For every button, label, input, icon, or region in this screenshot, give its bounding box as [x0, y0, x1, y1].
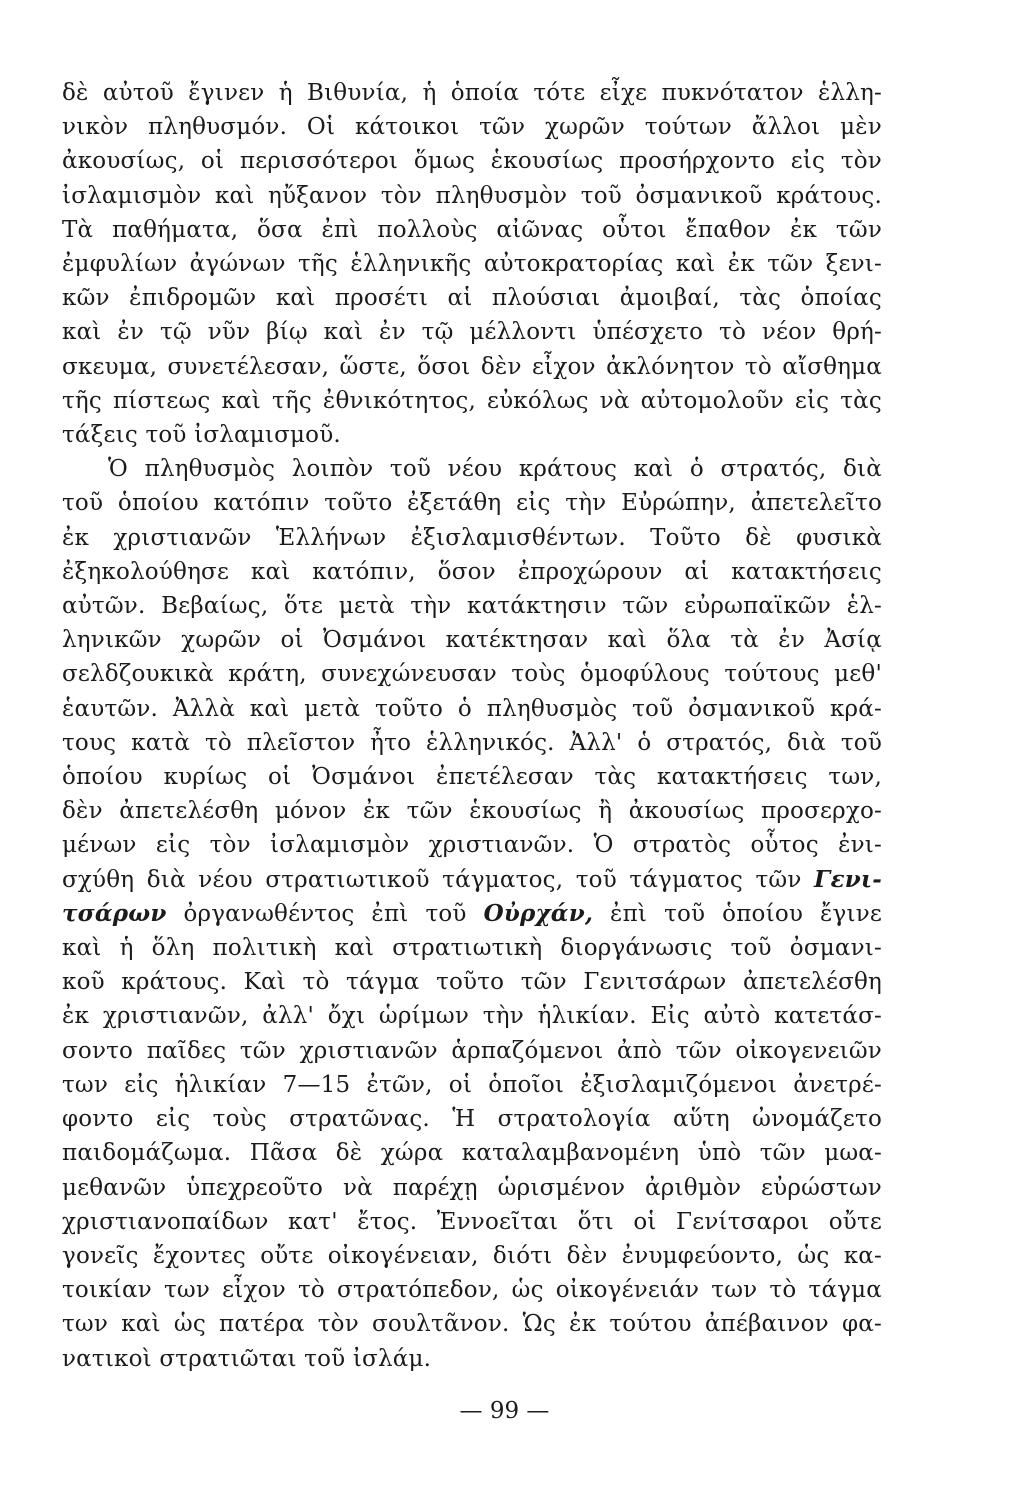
text-line: παιδομάζωμα. Πᾶσα δὲ χώρα καταλαμβανομένη ὑπὸ τῶν μωα-	[62, 1140, 882, 1167]
text-fragment: σχύθη διὰ νέου στρατιωτικοῦ τάγματος, τοῦ τάγματος τῶν	[62, 866, 802, 893]
text-line: μένων εἰς τὸν ἰσλαμισμὸν χριστιανῶν. Ὁ στρατὸς οὗτος ἐνι-	[62, 832, 882, 859]
text-line: δὲν ἀπετελέσθη μόνον ἐκ τῶν ἑκουσίως ἢ ἀκουσίως προσερχο-	[62, 798, 882, 825]
text-line: τοικίαν των εἶχον τὸ στρατόπεδον, ὡς οἰκογένειάν των τὸ τάγμα	[62, 1277, 882, 1304]
text-line-with-emphasis	[62, 863, 882, 897]
text-line: σοντο παῖδες τῶν χριστιανῶν ἁρπαζόμενοι ἀπὸ τῶν οἰκογενειῶν	[62, 1037, 882, 1064]
text-line: τοῦ ὁποίου κατόπιν τοῦτο ἐξετάθη εἰς τὴν Εὐρώπην, ἀπετελεῖτο	[62, 490, 882, 517]
text-line: κοῦ κράτους. Καὶ τὸ τάγμα τοῦτο τῶν Γενιτσάρων ἀπετελέσθη	[62, 969, 882, 996]
text-line: ἐξηκολούθησε καὶ κατόπιν, ὅσον ἐπροχώρουν αἱ κατακτήσεις	[62, 558, 882, 585]
text-line: σκευμα, συνετέλεσαν, ὥστε, ὅσοι δὲν εἶχον ἀκλόνητον τὸ αἴσθημα	[62, 353, 882, 380]
text-line: τάξεις τοῦ ἰσλαμισμοῦ.	[62, 422, 341, 449]
body-text	[62, 76, 882, 1376]
emphasis-genitsaron: τσάρων	[62, 899, 167, 927]
text-line: τους κατὰ τὸ πλεῖστον ἦτο ἑλληνικός. Ἀλλ' ὁ στρατός, διὰ τοῦ	[62, 729, 882, 756]
text-line: καὶ ἐν τῷ νῦν βίῳ καὶ ἐν τῷ μέλλοντι ὑπέσχετο τὸ νέον θρή-	[62, 319, 882, 346]
text-line: των εἰς ἡλικίαν 7—15 ἐτῶν, οἱ ὁποῖοι ἐξισλαμιζόμενοι ἀνετρέ-	[62, 1071, 882, 1098]
text-line: ἑαυτῶν. Ἀλλὰ καὶ μετὰ τοῦτο ὁ πληθυσμὸς τοῦ ὀσμανικοῦ κρά-	[62, 695, 882, 722]
text-line: χριστιανοπαίδων κατ' ἔτος. Ἐννοεῖται ὅτι οἱ Γενίτσαροι οὔτε	[62, 1208, 882, 1235]
text-line: ἀκουσίως, οἱ περισσότεροι ὅμως ἑκουσίως προσήρχοντο εἰς τὸν	[62, 148, 882, 175]
emphasis-orchan: Οὐρχάν,	[483, 899, 594, 927]
text-line: τῆς πίστεως καὶ τῆς ἐθνικότητος, εὐκόλως νὰ αὐτομολοῦν εἰς τὰς	[62, 387, 882, 414]
text-line: ἰσλαμισμὸν καὶ ηὔξανον τὸν πληθυσμὸν τοῦ ὀσμανικοῦ κράτους.	[62, 182, 882, 209]
text-line: μεθανῶν ὑπεχρεοῦτο νὰ παρέχῃ ὡρισμένον ἀριθμὸν εὐρώστων	[62, 1174, 882, 1201]
text-line: φοντο εἰς τοὺς στρατῶνας. Ἡ στρατολογία αὕτη ὠνομάζετο	[62, 1106, 882, 1133]
text-line: σελδζουκικὰ κράτη, συνεχώνευσαν τοὺς ὁμοφύλους τούτους μεθ'	[62, 661, 882, 688]
text-line: καὶ ἡ ὅλη πολιτικὴ καὶ στρατιωτικὴ διοργάνωσις τοῦ ὀσμανι-	[62, 935, 882, 962]
text-line: νατικοὶ στρατιῶται τοῦ ἰσλάμ.	[62, 1345, 432, 1372]
text-line: ἐκ χριστιανῶν, ἀλλ' ὄχι ὡρίμων τὴν ἡλικίαν. Εἰς αὐτὸ κατετάσ-	[62, 1003, 882, 1030]
text-line: Ὁ πληθυσμὸς λοιπὸν τοῦ νέου κράτους καὶ ὁ στρατός, διὰ	[108, 456, 882, 483]
text-line: των καὶ ὡς πατέρα τὸν σουλτᾶνον. Ὡς ἐκ τούτου ἀπέβαινον φα-	[62, 1311, 882, 1338]
text-line: αὐτῶν. Βεβαίως, ὅτε μετὰ τὴν κατάκτησιν τῶν εὐρωπαϊκῶν ἑλ-	[62, 593, 882, 620]
text-line: ἐμφυλίων ἀγώνων τῆς ἑλληνικῆς αὐτοκρατορίας καὶ ἐκ τῶν ξενι-	[62, 251, 882, 278]
text-line: νικὸν πληθυσμόν. Οἱ κάτοικοι τῶν χωρῶν τούτων ἄλλοι μὲν	[62, 114, 882, 141]
text-line: γονεῖς ἔχοντες οὔτε οἰκογένειαν, διότι δὲν ἐνυμφεύοντο, ὡς κα-	[62, 1242, 882, 1269]
emphasis-genitsaron: Γενι-	[814, 865, 882, 893]
text-line: δὲ αὐτοῦ ἔγινεν ἡ Βιθυνία, ἡ ὁποία τότε εἶχε πυκνότατον ἑλλη-	[62, 80, 882, 106]
page-number: — 99 —	[459, 1398, 550, 1424]
text-line: κῶν ἐπιδρομῶν καὶ προσέτι αἱ πλούσιαι ἀμοιβαί, τὰς ὁποίας	[62, 285, 882, 312]
text-line: Τὰ παθήματα, ὅσα ἐπὶ πολλοὺς αἰῶνας οὗτοι ἔπαθον ἐκ τῶν	[62, 216, 882, 243]
text-fragment: ὀργανωθέντος ἐπὶ τοῦ	[183, 900, 467, 927]
text-line: ληνικῶν χωρῶν οἱ Ὀσμάνοι κατέκτησαν καὶ ὅλα τὰ ἐν Ἀσίᾳ	[62, 627, 882, 654]
text-line-with-emphasis	[62, 897, 882, 931]
text-line: ὁποίου κυρίως οἱ Ὀσμάνοι ἐπετέλεσαν τὰς κατακτήσεις των,	[62, 764, 882, 791]
text-line: ἐκ χριστιανῶν Ἑλλήνων ἐξισλαμισθέντων. Τοῦτο δὲ φυσικὰ	[62, 524, 882, 551]
text-fragment: ἐπὶ τοῦ ὁποίου ἔγινε	[610, 900, 883, 927]
